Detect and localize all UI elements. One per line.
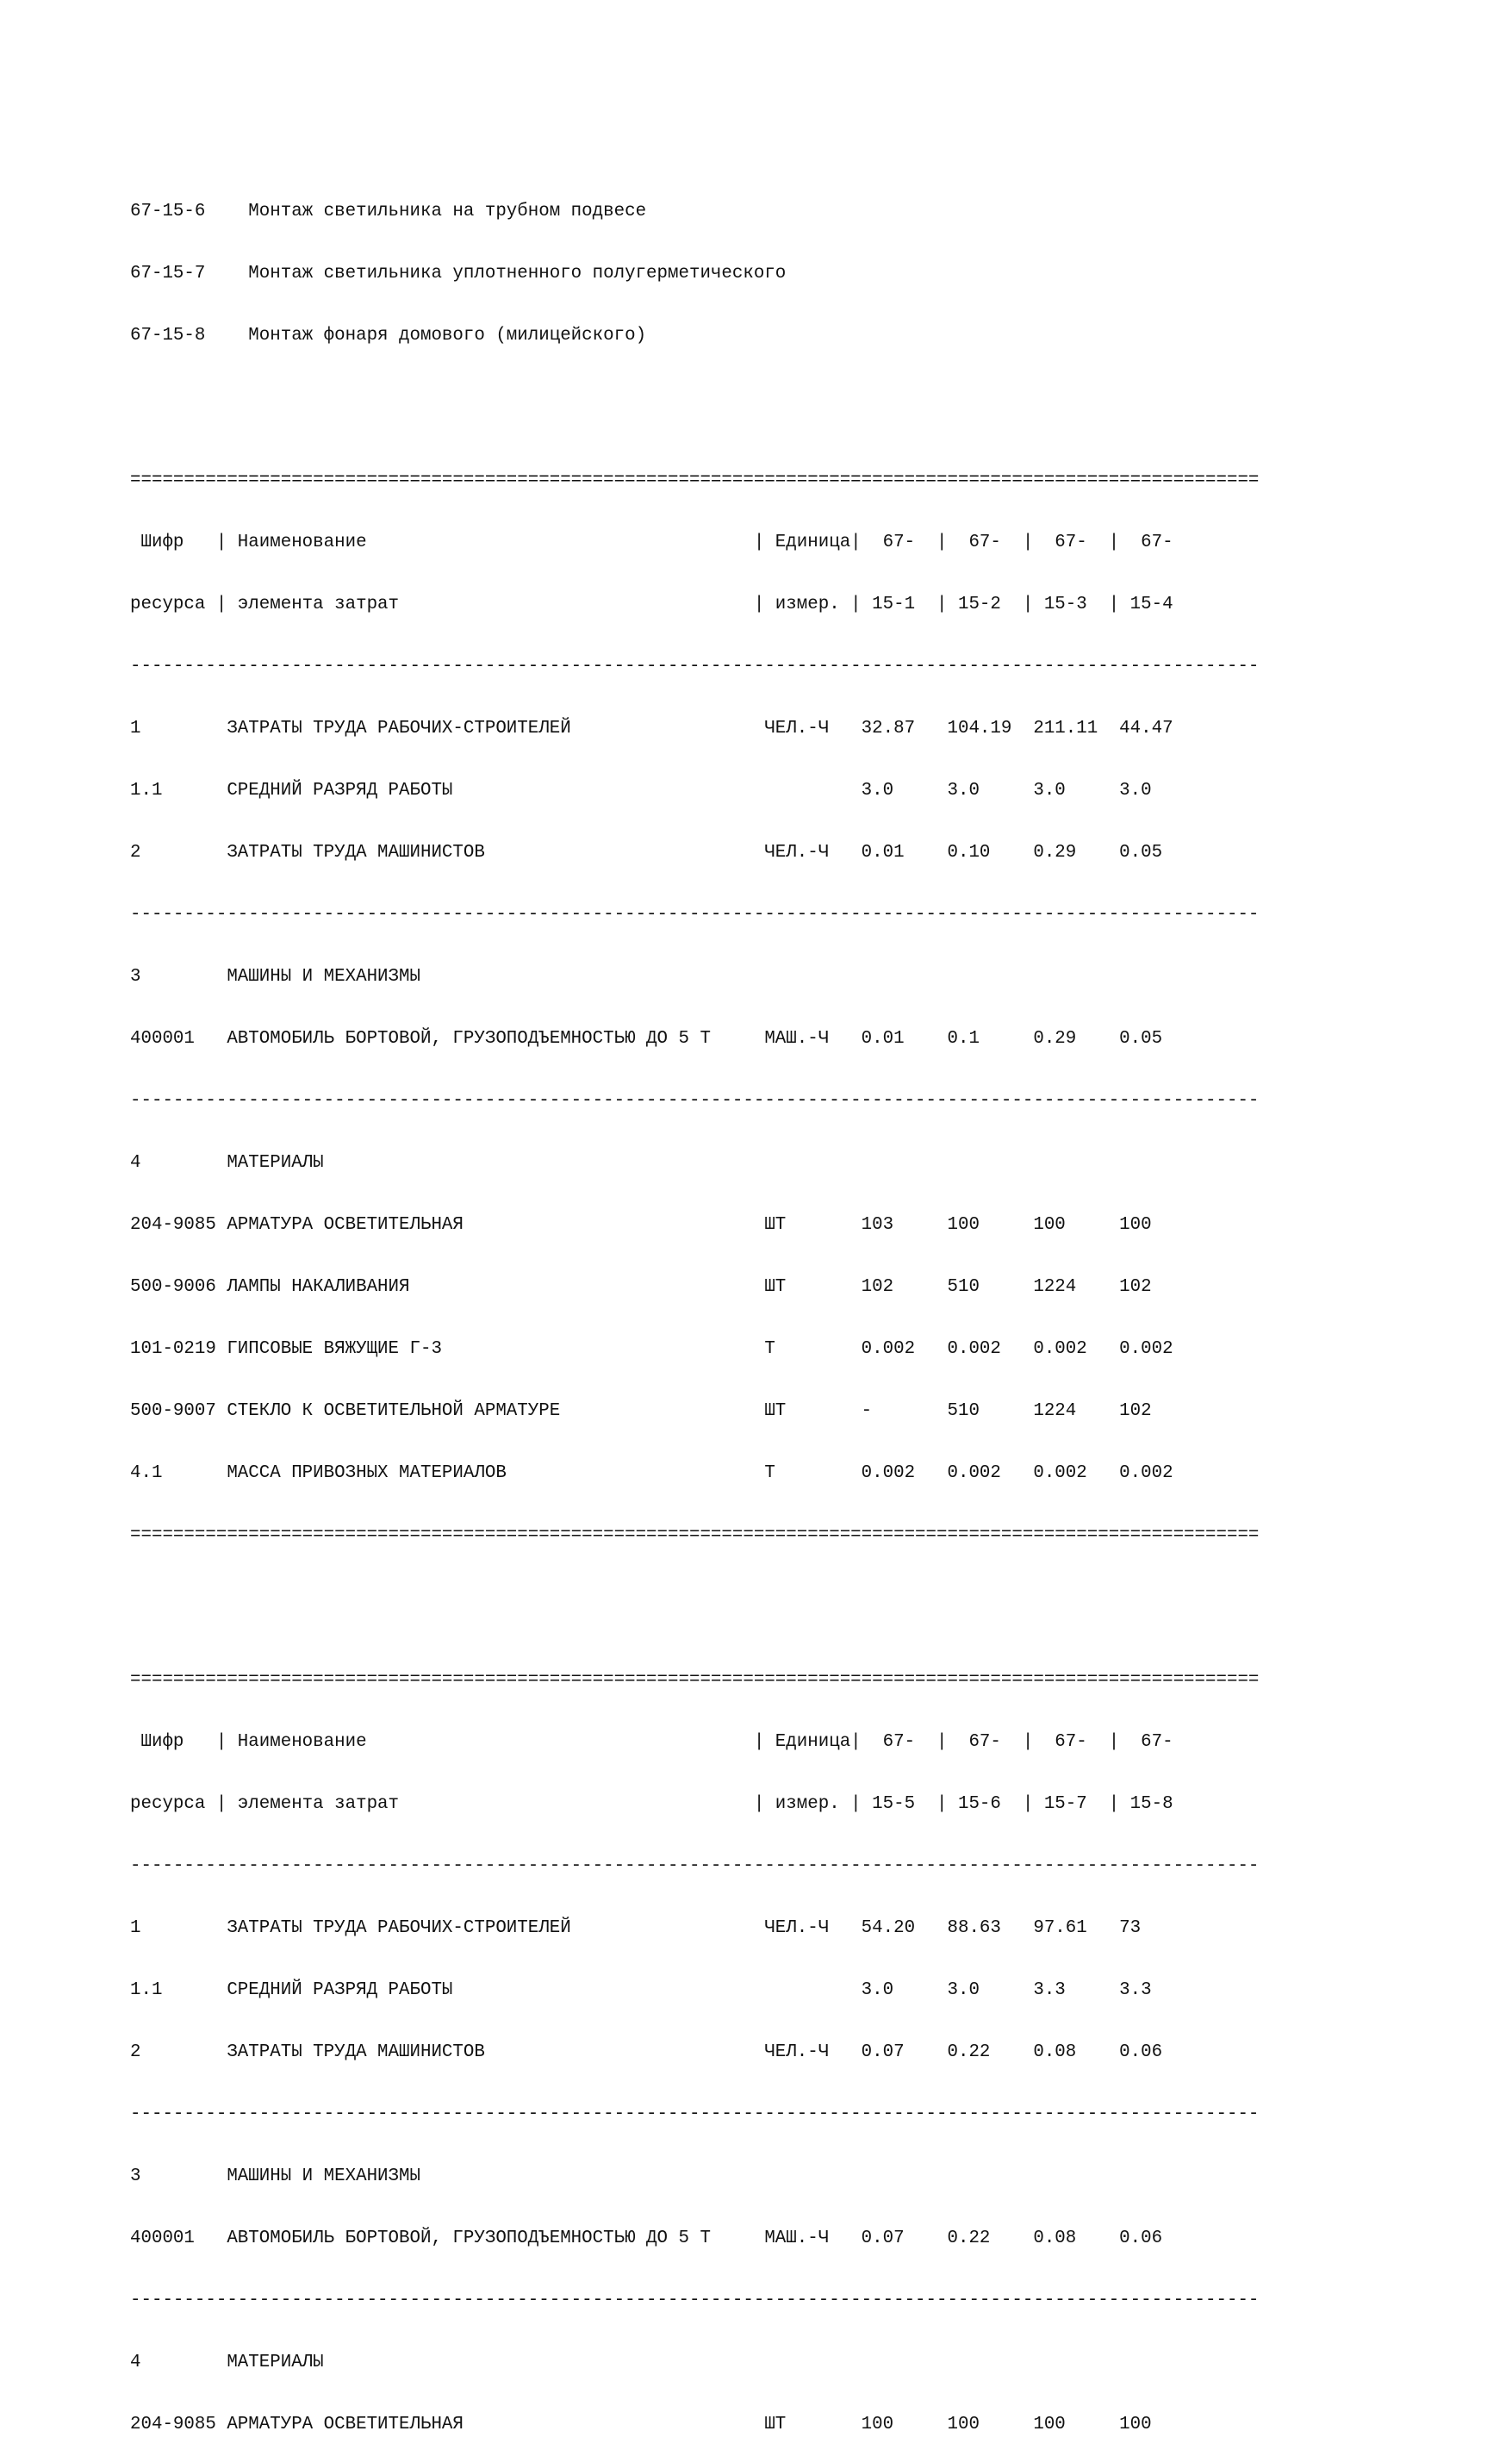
table2-row-materials-heading: 4 МАТЕРИАЛЫ — [130, 2353, 324, 2372]
table2-divider: --------------------------------------------------------------------------------------------------------- — [130, 2291, 1260, 2310]
table2-header-row-2: ресурса | элемента затрат | измер. | 15-5 | 15-6 | 15-7 | 15-8 — [130, 1794, 1173, 1814]
table2-row-average-grade: 1.1 СРЕДНИЙ РАЗРЯД РАБОТЫ 3.0 3.0 3.3 3.3 — [130, 1980, 1152, 2000]
table1-row-labor-workers: 1 ЗАТРАТЫ ТРУДА РАБОЧИХ-СТРОИТЕЛЕЙ ЧЕЛ.-Ч 32.87 104.19 211.11 44.47 — [130, 719, 1173, 739]
table1-row-materials-mass: 4.1 МАССА ПРИВОЗНЫХ МАТЕРИАЛОВ Т 0.002 0.002 0.002 0.002 — [130, 1463, 1173, 1483]
table1-row-lamps: 500-9006 ЛАМПЫ НАКАЛИВАНИЯ ШТ 102 510 1224 102 — [130, 1277, 1152, 1297]
table2-row-labor-operators: 2 ЗАТРАТЫ ТРУДА МАШИНИСТОВ ЧЕЛ.-Ч 0.07 0.22 0.08 0.06 — [130, 2042, 1163, 2062]
title-line-67-15-6: 67-15-6 Монтаж светильника на трубном подвесе — [130, 202, 647, 221]
table1-header-row-1: Шифр | Наименование | Единица| 67- | 67- | 67- | 67- — [130, 533, 1173, 552]
table2-row-machines-heading: 3 МАШИНЫ И МЕХАНИЗМЫ — [130, 2166, 420, 2186]
table1-bottom-border: ========================================================================================================= — [130, 1525, 1260, 1545]
table2-row-labor-workers: 1 ЗАТРАТЫ ТРУДА РАБОЧИХ-СТРОИТЕЛЕЙ ЧЕЛ.-Ч 54.20 88.63 97.61 73 — [130, 1918, 1142, 1938]
title-line-67-15-8: 67-15-8 Монтаж фонаря домового (милицейского) — [130, 326, 647, 346]
table1-row-materials-heading: 4 МАТЕРИАЛЫ — [130, 1153, 324, 1173]
blank-line — [130, 1587, 1259, 1608]
table1-row-truck: 400001 АВТОМОБИЛЬ БОРТОВОЙ, ГРУЗОПОДЪЕМНОСТЬЮ ДО 5 Т МАШ.-Ч 0.01 0.1 0.29 0.05 — [130, 1029, 1163, 1049]
document-page — [130, 160, 1259, 2456]
table1-divider: --------------------------------------------------------------------------------------------------------- — [130, 1091, 1260, 1111]
table1-divider: --------------------------------------------------------------------------------------------------------- — [130, 905, 1260, 925]
table2-top-border: ========================================================================================================= — [130, 1670, 1260, 1690]
table2-row-lighting-fixture: 204-9085 АРМАТУРА ОСВЕТИТЕЛЬНАЯ ШТ 100 100 100 100 — [130, 2415, 1152, 2434]
table1-row-glass: 500-9007 СТЕКЛО К ОСВЕТИТЕЛЬНОЙ АРМАТУРЕ ШТ - 510 1224 102 — [130, 1401, 1152, 1421]
table1-top-border: ========================================================================================================= — [130, 471, 1260, 490]
table1-row-machines-heading: 3 МАШИНЫ И МЕХАНИЗМЫ — [130, 967, 420, 987]
table2-row-truck: 400001 АВТОМОБИЛЬ БОРТОВОЙ, ГРУЗОПОДЪЕМНОСТЬЮ ДО 5 Т МАШ.-Ч 0.07 0.22 0.08 0.06 — [130, 2228, 1163, 2248]
table1-header-row-2: ресурса | элемента затрат | измер. | 15-1 | 15-2 | 15-3 | 15-4 — [130, 595, 1173, 614]
table2-header-row-1: Шифр | Наименование | Единица| 67- | 67- | 67- | 67- — [130, 1732, 1173, 1752]
table1-row-average-grade: 1.1 СРЕДНИЙ РАЗРЯД РАБОТЫ 3.0 3.0 3.0 3.0 — [130, 781, 1152, 801]
title-line-67-15-7: 67-15-7 Монтаж светильника уплотненного полугерметического — [130, 264, 787, 284]
table2-divider: --------------------------------------------------------------------------------------------------------- — [130, 2104, 1260, 2124]
table1-row-gypsum: 101-0219 ГИПСОВЫЕ ВЯЖУЩИЕ Г-3 Т 0.002 0.002 0.002 0.002 — [130, 1339, 1173, 1359]
blank-line — [130, 388, 1259, 408]
table1-row-lighting-fixture: 204-9085 АРМАТУРА ОСВЕТИТЕЛЬНАЯ ШТ 103 100 100 100 — [130, 1215, 1152, 1235]
table1-divider: --------------------------------------------------------------------------------------------------------- — [130, 657, 1260, 676]
table1-row-labor-operators: 2 ЗАТРАТЫ ТРУДА МАШИНИСТОВ ЧЕЛ.-Ч 0.01 0.10 0.29 0.05 — [130, 843, 1163, 863]
table2-divider: --------------------------------------------------------------------------------------------------------- — [130, 1856, 1260, 1876]
